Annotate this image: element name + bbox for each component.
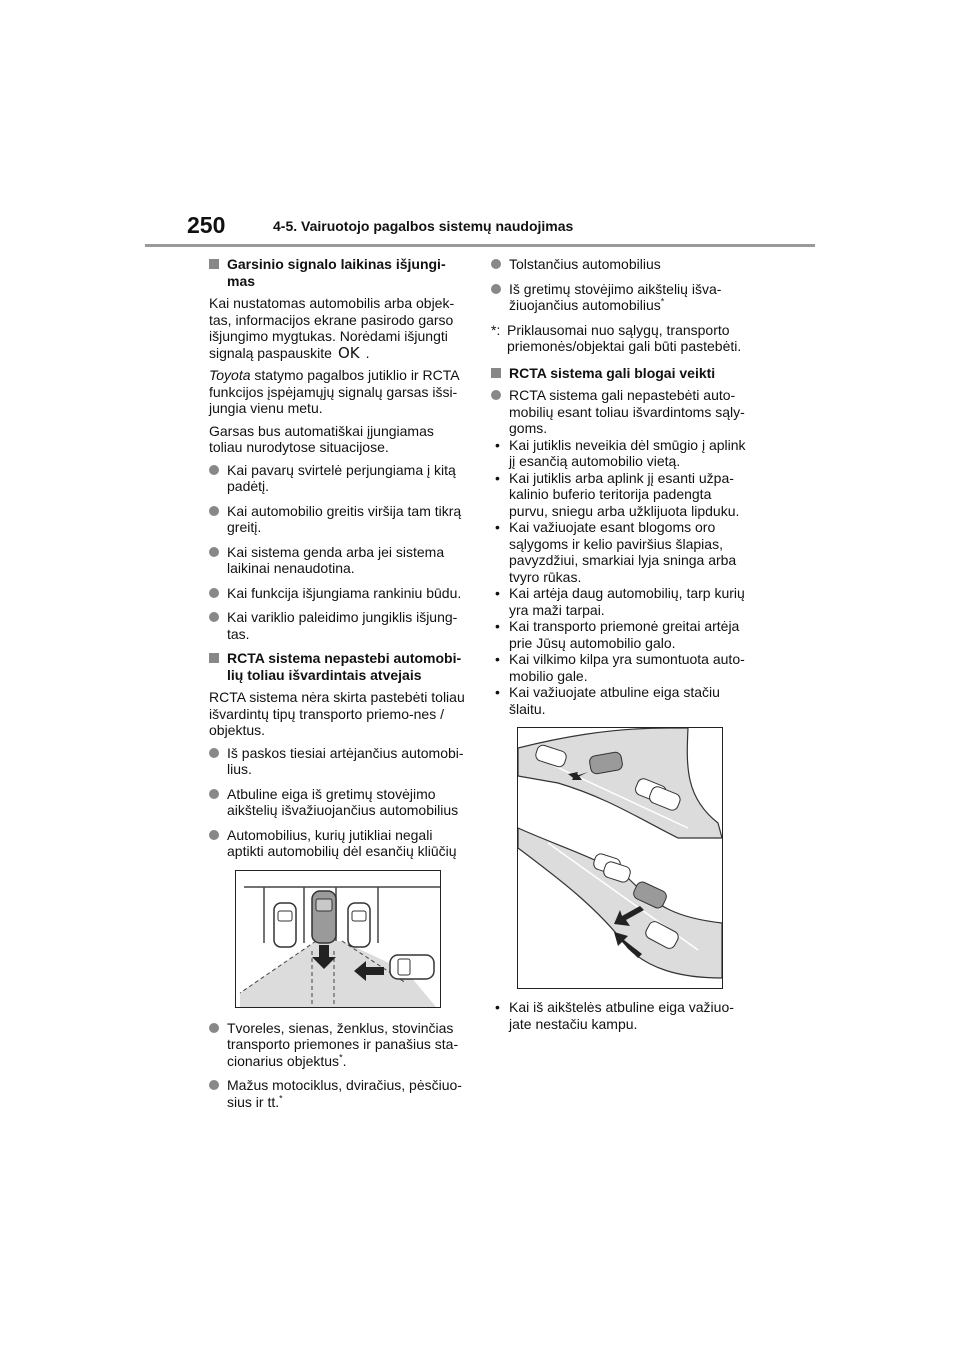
list-item-text: Tvoreles, sienas, ženklus, stovinčias transporto priemones ir panašius sta-cionarius objektus (227, 1019, 459, 1069)
page-number: 250 (187, 212, 226, 238)
list-item-text: Iš gretimų stovėjimo aikštelių išva-žiuojančius automobilius (509, 280, 722, 313)
section-title: RCTA sistema nepastebi automobi-lių toliau išvardintais atvejais (209, 650, 467, 683)
paragraph (209, 367, 467, 417)
sloped-road-illustration (517, 727, 723, 989)
list-item: RCTA sistema gali nepastebėti auto-mobilių esant toliau išvardintoms sąly-goms. (491, 387, 749, 437)
dash-item: • Kai transporto priemonė greitai artėja prie Jūsų automobilio galo. (491, 618, 749, 651)
footnote-marker: * (660, 296, 665, 307)
brand-name: Toyota (209, 367, 251, 383)
list-item: Atbuline eiga iš gretimų stovėjimo aikštelių išvažiuojančius automobilius (209, 786, 467, 819)
left-column (209, 256, 467, 1118)
paragraph-text: . (365, 344, 370, 361)
list-item: Kai sistema genda arba jei sistema laikinai nenaudotina. (209, 544, 467, 577)
list-item-text: Mažus motociklus, dviračius, pėsčiuo-sius ir tt. (227, 1077, 462, 1110)
list-item-text: . (342, 1052, 347, 1069)
header-divider (145, 244, 815, 247)
parking-obstruction-illustration (235, 870, 441, 1008)
list-item: Automobilius, kurių jutikliai negali aptikti automobilių dėl esančių kliūčių (209, 827, 467, 860)
chapter-title: 4-5. Vairuotojo pagalbos sistemų naudojimas (273, 218, 574, 234)
footnote-marker: * (279, 1092, 283, 1103)
page-header (145, 212, 815, 248)
dash-item: • Kai vilkimo kilpa yra sumontuota auto-mobilio gale. (491, 651, 749, 684)
list-item: Kai variklio paleidimo jungiklis išjung-tas. (209, 609, 467, 642)
list-item (209, 1077, 467, 1110)
dash-item: • Kai važiuojate atbuline eiga stačiu šlaitu. (491, 684, 749, 717)
dash-item: • Kai važiuojate esant blogoms oro sąlygoms ir kelio paviršius šlapias, pavyzdžiui, smarkiai lyja sninga arba tvyro rūkas. (491, 519, 749, 585)
paragraph (209, 295, 467, 361)
paragraph-text: Kai nustatomas automobilis arba objek-tas, informacijos ekrane pasirodo garso išjungimo mygtukas. Norėdami išjungti signalą paspauskite (209, 295, 455, 361)
section-title: RCTA sistema gali blogai veikti (491, 365, 749, 382)
footnote-text: Priklausomai nuo sąlygų, transporto priemonės/objektai gali būti pastebėti. (507, 321, 742, 354)
dash-item: • Kai artėja daug automobilių, tarp kurių yra maži tarpai. (491, 585, 749, 618)
list-item (209, 1020, 467, 1070)
ok-button-icon: OK (337, 343, 360, 362)
list-item: Iš paskos tiesiai artėjančius automobi-lius. (209, 745, 467, 778)
footnote-marker: *: (491, 321, 501, 338)
paragraph: RCTA sistema nėra skirta pastebėti toliau išvardintų tipų transporto priemo-nes / objektus. (209, 689, 465, 738)
footnote (491, 322, 749, 355)
dash-item: • Kai iš aikštelės atbuline eiga važiuo-jate nestačiu kampu. (491, 999, 749, 1032)
paragraph-text: statymo pagalbos jutiklio ir RCTA funkcijos įspėjamųjų signalų garsas išsi-jungia vienu metu. (209, 367, 459, 416)
list-item (491, 281, 749, 314)
list-item: Kai funkcija išjungiama rankiniu būdu. (209, 585, 467, 602)
dash-item: • Kai jutiklis arba aplink jį esanti užpa-kalinio buferio teritorija padengta purvu, sniegu arba užklijuota lipduku. (491, 470, 749, 520)
footnote-marker: * (339, 1051, 343, 1062)
right-column (491, 256, 749, 1032)
list-item: Tolstančius automobilius (491, 256, 749, 273)
dash-item: • Kai jutiklis neveikia dėl smūgio į aplink jį esančią automobilio vietą. (491, 437, 749, 470)
list-item: Kai pavarų svirtelė perjungiama į kitą padėtį. (209, 462, 467, 495)
list-item: Kai automobilio greitis viršija tam tikrą greitį. (209, 503, 467, 536)
section-title: Garsinio signalo laikinas išjungi-mas (209, 256, 467, 289)
paragraph: Garsas bus automatiškai įjungiamas toliau nurodytose situacijose. (209, 422, 434, 455)
